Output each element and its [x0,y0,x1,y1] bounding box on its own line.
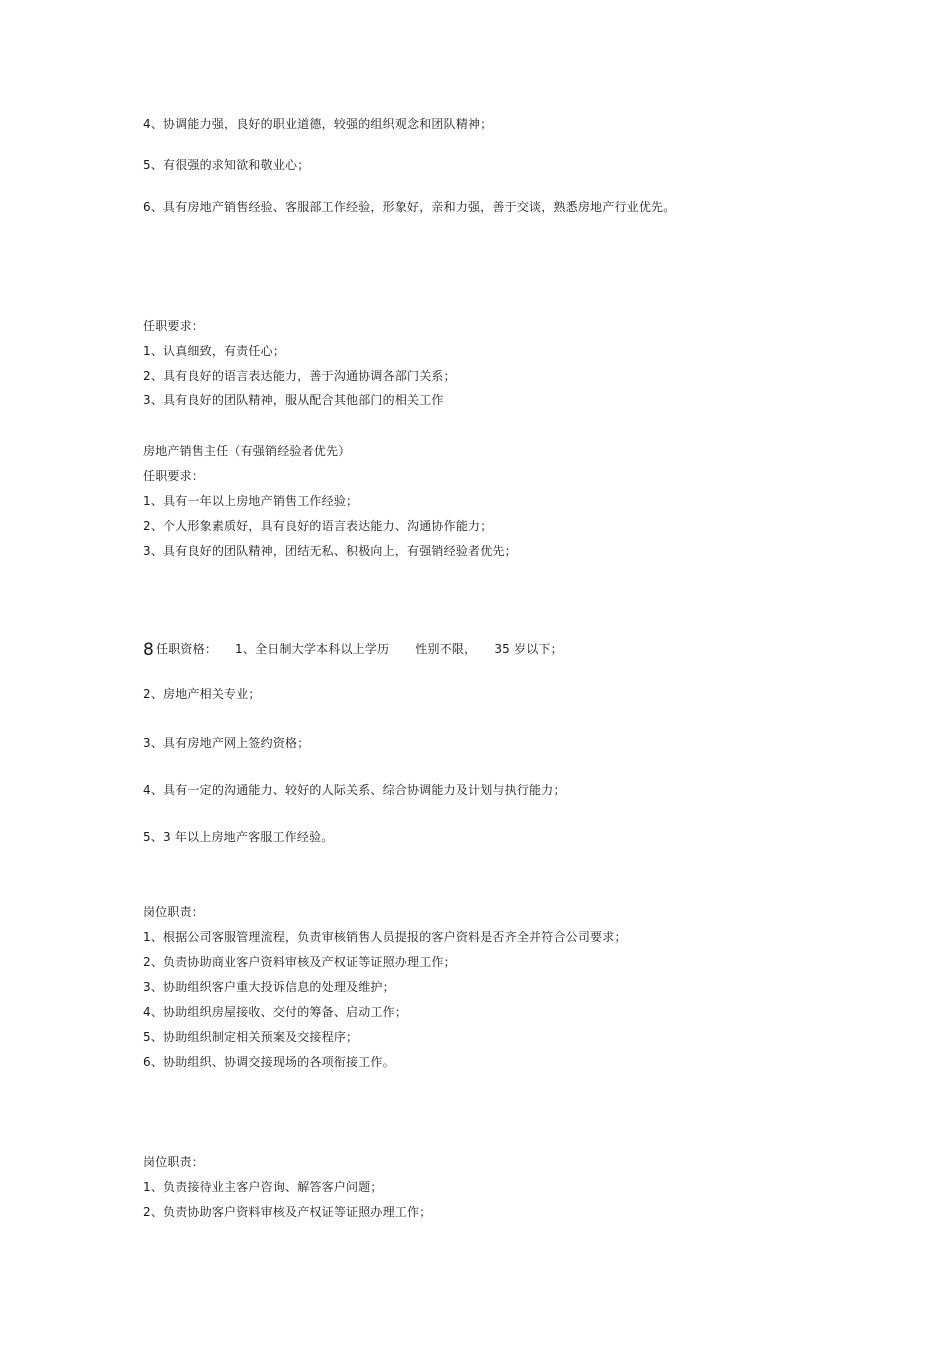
block4-item-2: 2、房地产相关专业； [143,687,261,701]
block5-item-6: 6、协助组织、协调交接现场的各项衔接工作。 [143,1055,395,1069]
block5-heading: 岗位职责： [143,905,205,919]
block4-item-1: 1、全日制大学本科以上学历 [235,642,390,656]
block1-item-6: 6、具有房地产销售经验、客服部工作经验，形象好，亲和力强，善于交谈，熟悉房地产行业优先。 [143,200,676,214]
block3-item-2: 2、个人形象素质好，具有良好的语言表达能力、沟通协作能力； [143,519,493,533]
block2-heading: 任职要求： [143,319,205,333]
block5-item-2: 2、负责协助商业客户资料审核及产权证等证照办理工作； [143,955,456,969]
block1-item-4: 4、协调能力强，良好的职业道德，较强的组织观念和团队精神； [143,117,493,131]
section-number: 8 [143,640,155,660]
block4-qualification-line [143,641,563,658]
block3-item-1: 1、具有一年以上房地产销售工作经验； [143,494,359,508]
block5-item-5: 5、协助组织制定相关预案及交接程序； [143,1030,359,1044]
block5-item-3: 3、协助组织客户重大投诉信息的处理及维护； [143,980,395,994]
block6-heading: 岗位职责： [143,1155,205,1169]
block2-item-3: 3、具有良好的团队精神，服从配合其他部门的相关工作 [143,393,444,407]
block6-item-1: 1、负责接待业主客户咨询、解答客户问题； [143,1180,383,1194]
block4-item-3: 3、具有房地产网上签约资格； [143,736,310,750]
age-requirement: 岁以下； [514,642,563,656]
age-number: 35 [494,642,510,656]
block1-item-5: 5、有很强的求知欲和敬业心； [143,158,310,172]
gender-requirement: 性别不限， [415,642,477,656]
block4-item-4: 4、具有一定的沟通能力、较好的人际关系、综合协调能力及计划与执行能力； [143,783,566,797]
block5-item-1: 1、根据公司客服管理流程，负责审核销售人员提报的客户资料是否齐全并符合公司要求； [143,930,627,944]
block6-item-2: 2、负责协助客户资料审核及产权证等证照办理工作； [143,1205,432,1219]
block5-item-4: 4、协助组织房屋接收、交付的筹备、启动工作； [143,1005,408,1019]
block2-item-1: 1、认真细致，有责任心； [143,344,286,358]
block4-item-5: 5、3 年以上房地产客服工作经验。 [143,830,334,844]
block3-title: 房地产销售主任（有强销经验者优先） [143,444,351,458]
qualification-label: 任职资格： [156,642,218,656]
block2-item-2: 2、具有良好的语言表达能力，善于沟通协调各部门关系； [143,369,456,383]
block3-heading: 任职要求： [143,469,205,483]
block3-item-3: 3、具有良好的团队精神，团结无私、积极向上，有强销经验者优先； [143,544,517,558]
